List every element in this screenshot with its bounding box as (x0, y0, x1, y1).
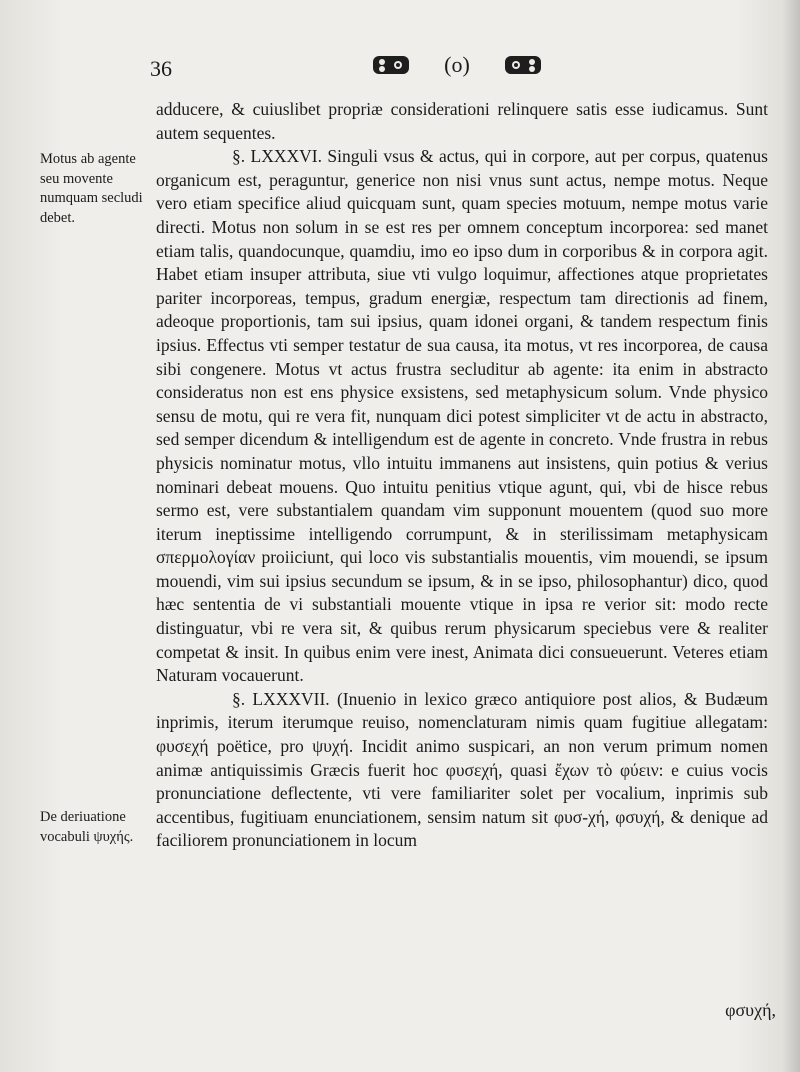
page-edge-shadow (782, 0, 800, 1072)
section-87-paragraph: §. LXXXVII. (Inuenio in lexico græco antiquiore post alios, & Budæum inprimis, iterum iterumque reuiso, nomenclaturam nimis quam fugitiue allegatam: φυσεχή poëtice, pro ψυχή. Incidit animo suspicari, an non verum primum nomen animæ antiquissimis Græcis fuerit hoc φυσεχή, quasi ἔχων τὸ φύειν: e cuius vocis pronunciatione deflectente, vti vere familiariter solet per vocalium, inprimis sub accentibus, fugitiuam enunciationem, sensim natum sit φυσ-χή, φσυχή, & denique ad faciliorem pronunciationem in locum (156, 688, 768, 851)
margin-note-motus: Motus ab agente seu movente numquam secludi debet. (40, 151, 143, 226)
fleuron-ornament-left (372, 54, 410, 76)
header-mark: (o) (444, 52, 470, 77)
page-number: 36 (150, 56, 172, 81)
intro-paragraph: adducere, & cuiuslibet propriæ considerationi relinquere satis esse iudicamus. Sunt autem sequentes. (156, 99, 768, 143)
fleuron-ornament-right (504, 54, 542, 76)
catchword: φσυχή, (725, 1000, 776, 1020)
header-ornament (372, 50, 542, 80)
margin-note-derivation: De deriuatione vocabuli ψυχής. (40, 809, 134, 845)
section-86-paragraph: §. LXXXVI. Singuli vsus & actus, qui in corpore, aut per corpus, quatenus organicum est, peraguntur, generice non nisi vnus sunt actus, nempe motus. Neque vero etiam specifice aliud quicquam sunt, quam species motuum, nempe motus varie directi. Motus non solum in se est res per omnem conceptum incorporea: sed manet etiam talis, quandocunque, quamdiu, imo eo ipso dum in corporibus & in corpora agit. Habet etiam insuper attributa, siue vti vulgo loquimur, affectiones atque proprietates pariter incorporeas, tempus, gradum energiæ, respectum tam directionis ad finem, adeoque proportionis, tam sui ipsius, quam idonei organi, & tandem respectum finis ipsius. Effectus vti semper testatur de sua causa, ita motus, vt res incorporea, de causa sibi congenere. Motus vt actus frustra secluditur ab agente: ita enim in abstracto consideratus non est ens physice exsistens, sed metaphysicum solum. Vnde physico sensu de motu, qui re vera fit, nunquam dici potest simpliciter vt de actu in abstracto, sed semper dicendum & intelligendum est de agente in concreto. Vnde frustra in rebus physicis nominatur motus, vllo intuitu immanens aut insistens, quin potius & verius nominari debeat mouens. Quo intuitu penitius vtique agunt, qui, vbi de hisce rebus sermo est, vere substantialem quandam vim supponunt mouentem (quod suo more iterum ineptissime intelligendo corrumpunt, & in sterilissimam metaphysicam σπερμολογίαν proiiciunt, qui loco vis substantialis mouentis, vim mouendi, se ipsum mouendi, vim sui ipsius secundum se ipsum, & in se ipso, philosophantur) dico, quod hæc sententia de vi substantiali mouente vtique in ipsa re verior sit: modo recte distinguatur, vbi re vera sit, & quibus rerum physicarum speciebus vere & realiter competat & insit. In quibus enim vere inest, Animata dici consueuerunt. Veteres etiam Naturam vocauerunt. (156, 146, 768, 686)
main-text (156, 98, 768, 853)
